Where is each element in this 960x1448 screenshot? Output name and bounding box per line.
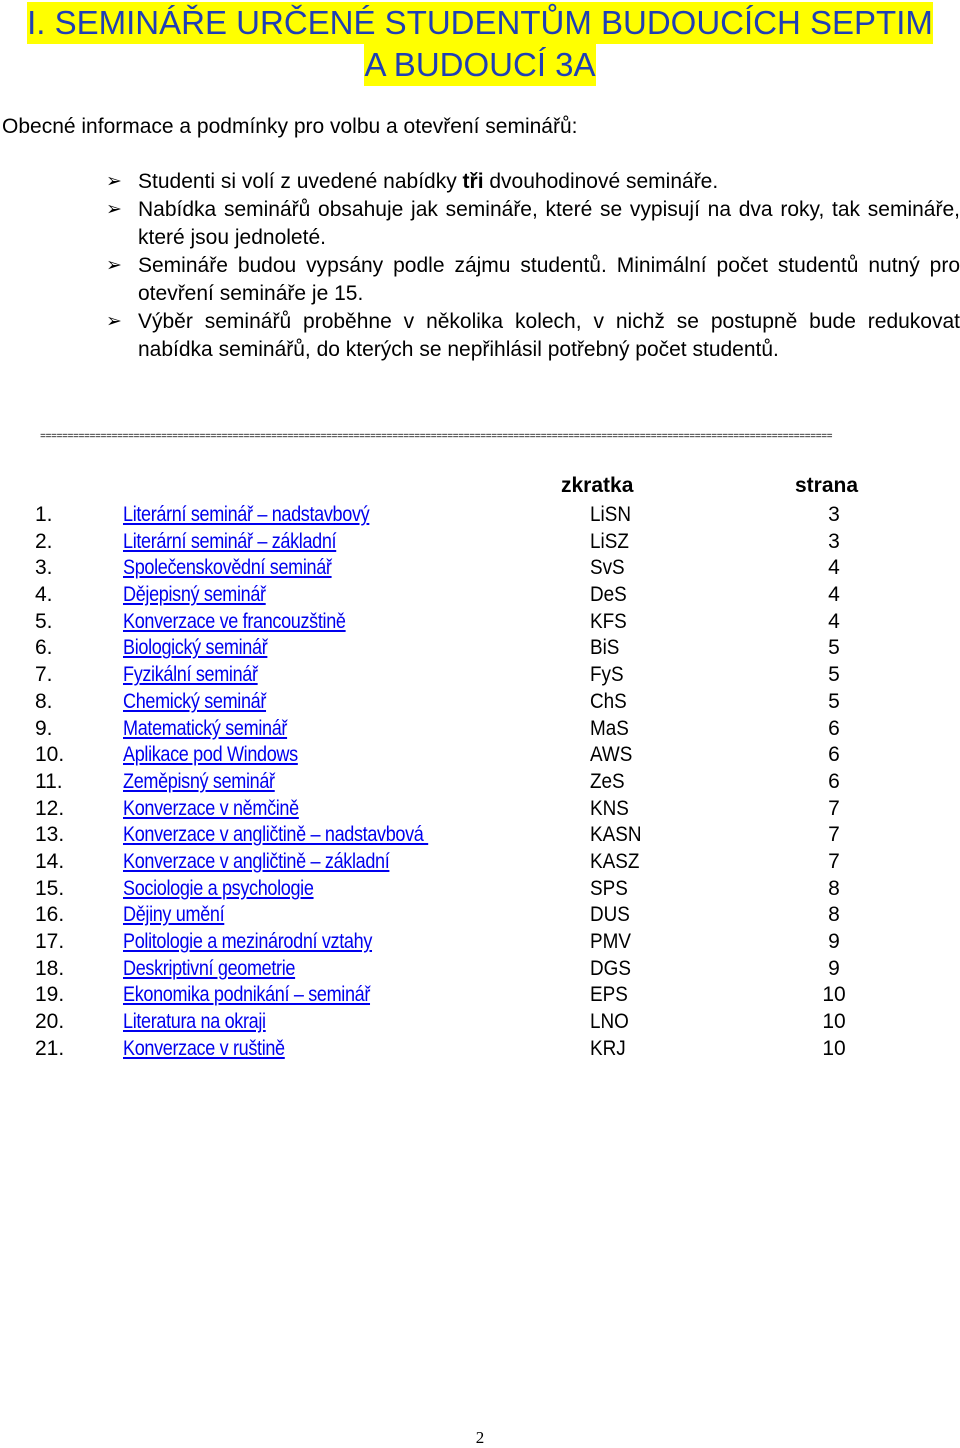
seminar-page: 3 [828, 503, 840, 526]
toc-row-number: 1. [35, 503, 53, 526]
bullet-text: Semináře budou vypsány podle zájmu studentů. Minimální počet studentů nutný pro otevření semináře je 15. [138, 254, 960, 305]
table-row [0, 1036, 960, 1063]
list-item [106, 168, 960, 196]
table-row [0, 796, 960, 823]
table-row [0, 502, 960, 529]
seminar-page: 5 [828, 663, 840, 687]
seminar-link[interactable]: Dějiny umění [123, 903, 225, 927]
seminar-abbreviation: PMV [590, 930, 631, 953]
toc-header [0, 474, 960, 502]
seminar-abbreviation: DGS [590, 956, 631, 980]
intro-text: Obecné informace a podmínky pro volbu a otevření seminářů: [2, 115, 578, 138]
page-number: 2 [475, 1428, 485, 1447]
table-row [0, 876, 960, 903]
seminar-page: 9 [828, 956, 840, 980]
separator-line: ================================================================================================================================================ [40, 432, 833, 443]
seminar-abbreviation: LNO [590, 1010, 629, 1034]
seminar-abbreviation: KASZ [590, 849, 640, 873]
table-row [0, 769, 960, 796]
seminar-link[interactable]: Konverzace v němčině [123, 796, 299, 820]
table-row [0, 956, 960, 983]
toc-row-number: 2. [35, 529, 53, 553]
seminar-page: 7 [828, 796, 840, 820]
seminar-abbreviation: ChS [590, 689, 627, 713]
bullet-bold-text: tři [462, 170, 484, 193]
table-row [0, 929, 960, 956]
seminar-page: 9 [828, 930, 840, 953]
toc-row-number: 12. [35, 796, 65, 820]
seminar-link[interactable]: Sociologie a psychologie [123, 876, 314, 900]
seminar-page: 5 [828, 689, 840, 713]
seminar-page: 4 [828, 609, 840, 633]
toc-row-number: 5. [35, 609, 53, 633]
toc-row-number: 6. [35, 636, 53, 660]
toc-row-number: 13. [35, 823, 65, 847]
info-bullet-list [106, 168, 960, 364]
title-line-1: I. SEMINÁŘE URČENÉ STUDENTŮM BUDOUCÍCH SEPTIM [27, 2, 933, 44]
seminar-link[interactable]: Zeměpisný seminář [123, 769, 275, 793]
table-row [0, 902, 960, 929]
toc-header-abbreviation: zkratka [561, 474, 634, 497]
toc-row-number: 11. [35, 769, 63, 793]
seminar-abbreviation: KFS [590, 609, 627, 633]
seminar-link[interactable]: Literární seminář – nadstavbový [123, 503, 370, 526]
seminar-abbreviation: LiSZ [590, 529, 629, 553]
toc-row-number: 16. [35, 903, 65, 927]
arrow-bullet-icon: ➢ [106, 255, 122, 276]
seminar-abbreviation: SPS [590, 876, 628, 900]
toc-header-page: strana [795, 474, 859, 497]
table-row [0, 716, 960, 743]
seminar-page: 6 [828, 716, 840, 740]
seminar-abbreviation: BiS [590, 636, 620, 660]
seminar-link[interactable]: Matematický seminář [123, 716, 288, 740]
seminar-abbreviation: EPS [590, 983, 628, 1007]
seminar-link[interactable]: Společenskovědní seminář [123, 556, 332, 580]
arrow-bullet-icon: ➢ [106, 311, 122, 332]
seminar-page: 10 [822, 1036, 846, 1060]
seminar-page: 4 [828, 556, 840, 580]
seminar-abbreviation: KNS [590, 796, 629, 820]
seminar-page: 6 [828, 769, 840, 793]
seminar-link[interactable]: Konverzace v angličtině – základní [123, 849, 390, 873]
table-row [0, 689, 960, 716]
seminar-link[interactable]: Chemický seminář [123, 689, 267, 713]
list-item [106, 308, 960, 364]
seminar-link[interactable]: Fyzikální seminář [123, 663, 258, 687]
toc-row-number: 3. [35, 556, 53, 580]
table-row [0, 582, 960, 609]
bullet-text: dvouhodinové semináře. [483, 170, 719, 193]
list-item [106, 196, 960, 252]
table-row [0, 635, 960, 662]
toc-row-number: 8. [35, 689, 53, 713]
table-row [0, 982, 960, 1009]
toc-row-number: 17. [35, 930, 65, 953]
table-row [0, 529, 960, 556]
seminar-abbreviation: KASN [590, 823, 642, 847]
seminar-link[interactable]: Ekonomika podnikání – seminář [123, 983, 371, 1007]
seminar-page: 8 [828, 903, 840, 927]
table-row [0, 1009, 960, 1036]
bullet-text: Výběr seminářů proběhne v několika kolech, v nichž se postupně bude redukovat nabídka seminářů, do kterých se nepřihlásil potřebný počet studentů. [138, 310, 960, 361]
title-line-2: A BUDOUCÍ 3A [364, 44, 595, 86]
seminar-page: 7 [828, 823, 840, 847]
seminar-page: 7 [828, 849, 840, 873]
seminar-link[interactable]: Konverzace v ruštině [123, 1036, 285, 1060]
toc-row-number: 18. [35, 956, 65, 980]
toc-row-number: 14. [35, 849, 65, 873]
seminar-abbreviation: SvS [590, 556, 625, 580]
arrow-bullet-icon: ➢ [106, 199, 122, 220]
seminar-page: 6 [828, 743, 840, 767]
seminar-link[interactable]: Konverzace ve francouzštině [123, 609, 346, 633]
table-row [0, 609, 960, 636]
seminar-abbreviation: DeS [590, 583, 627, 607]
seminar-abbreviation: DUS [590, 903, 630, 927]
seminar-link[interactable]: Politologie a mezinárodní vztahy [123, 930, 373, 953]
list-item [106, 252, 960, 308]
seminar-abbreviation: LiSN [590, 503, 631, 526]
seminar-link[interactable]: Literatura na okraji [123, 1010, 266, 1034]
seminar-link[interactable]: Konverzace v angličtině – nadstavbová [123, 823, 429, 847]
table-row [0, 555, 960, 582]
toc-rows [0, 502, 960, 1062]
seminar-link[interactable]: Biologický seminář [123, 636, 268, 660]
table-row [0, 822, 960, 849]
seminar-link[interactable]: Aplikace pod Windows [123, 743, 298, 767]
page-title [0, 2, 960, 86]
seminar-abbreviation: AWS [590, 743, 633, 767]
toc-row-number: 15. [35, 876, 65, 900]
seminar-page: 8 [828, 876, 840, 900]
toc-row-number: 21. [35, 1036, 65, 1060]
seminar-abbreviation: ZeS [590, 769, 625, 793]
toc-row-number: 19. [35, 983, 65, 1007]
seminar-page: 10 [822, 1010, 846, 1034]
bullet-text: Nabídka seminářů obsahuje jak semináře, které se vypisují na dva roky, tak semináře, které jsou jednoleté. [138, 198, 960, 249]
toc-row-number: 9. [35, 716, 53, 740]
seminar-link[interactable]: Deskriptivní geometrie [123, 956, 296, 980]
table-row [0, 742, 960, 769]
seminar-abbreviation: FyS [590, 663, 624, 687]
seminar-link[interactable]: Dějepisný seminář [123, 583, 266, 607]
arrow-bullet-icon: ➢ [106, 171, 122, 192]
seminar-page: 4 [828, 583, 840, 607]
seminar-link[interactable]: Literární seminář – základní [123, 529, 337, 553]
toc-row-number: 7. [35, 663, 53, 687]
toc-row-number: 4. [35, 583, 53, 607]
seminar-table-of-contents [0, 474, 960, 1062]
seminar-page: 10 [822, 983, 846, 1007]
seminar-page: 3 [828, 529, 840, 553]
toc-row-number: 10. [35, 743, 65, 767]
table-row [0, 849, 960, 876]
bullet-text: Studenti si volí z uvedené nabídky [138, 170, 463, 193]
toc-row-number: 20. [35, 1010, 65, 1034]
table-row [0, 662, 960, 689]
seminar-abbreviation: MaS [590, 716, 629, 740]
seminar-page: 5 [828, 636, 840, 660]
seminar-abbreviation: KRJ [590, 1036, 626, 1060]
